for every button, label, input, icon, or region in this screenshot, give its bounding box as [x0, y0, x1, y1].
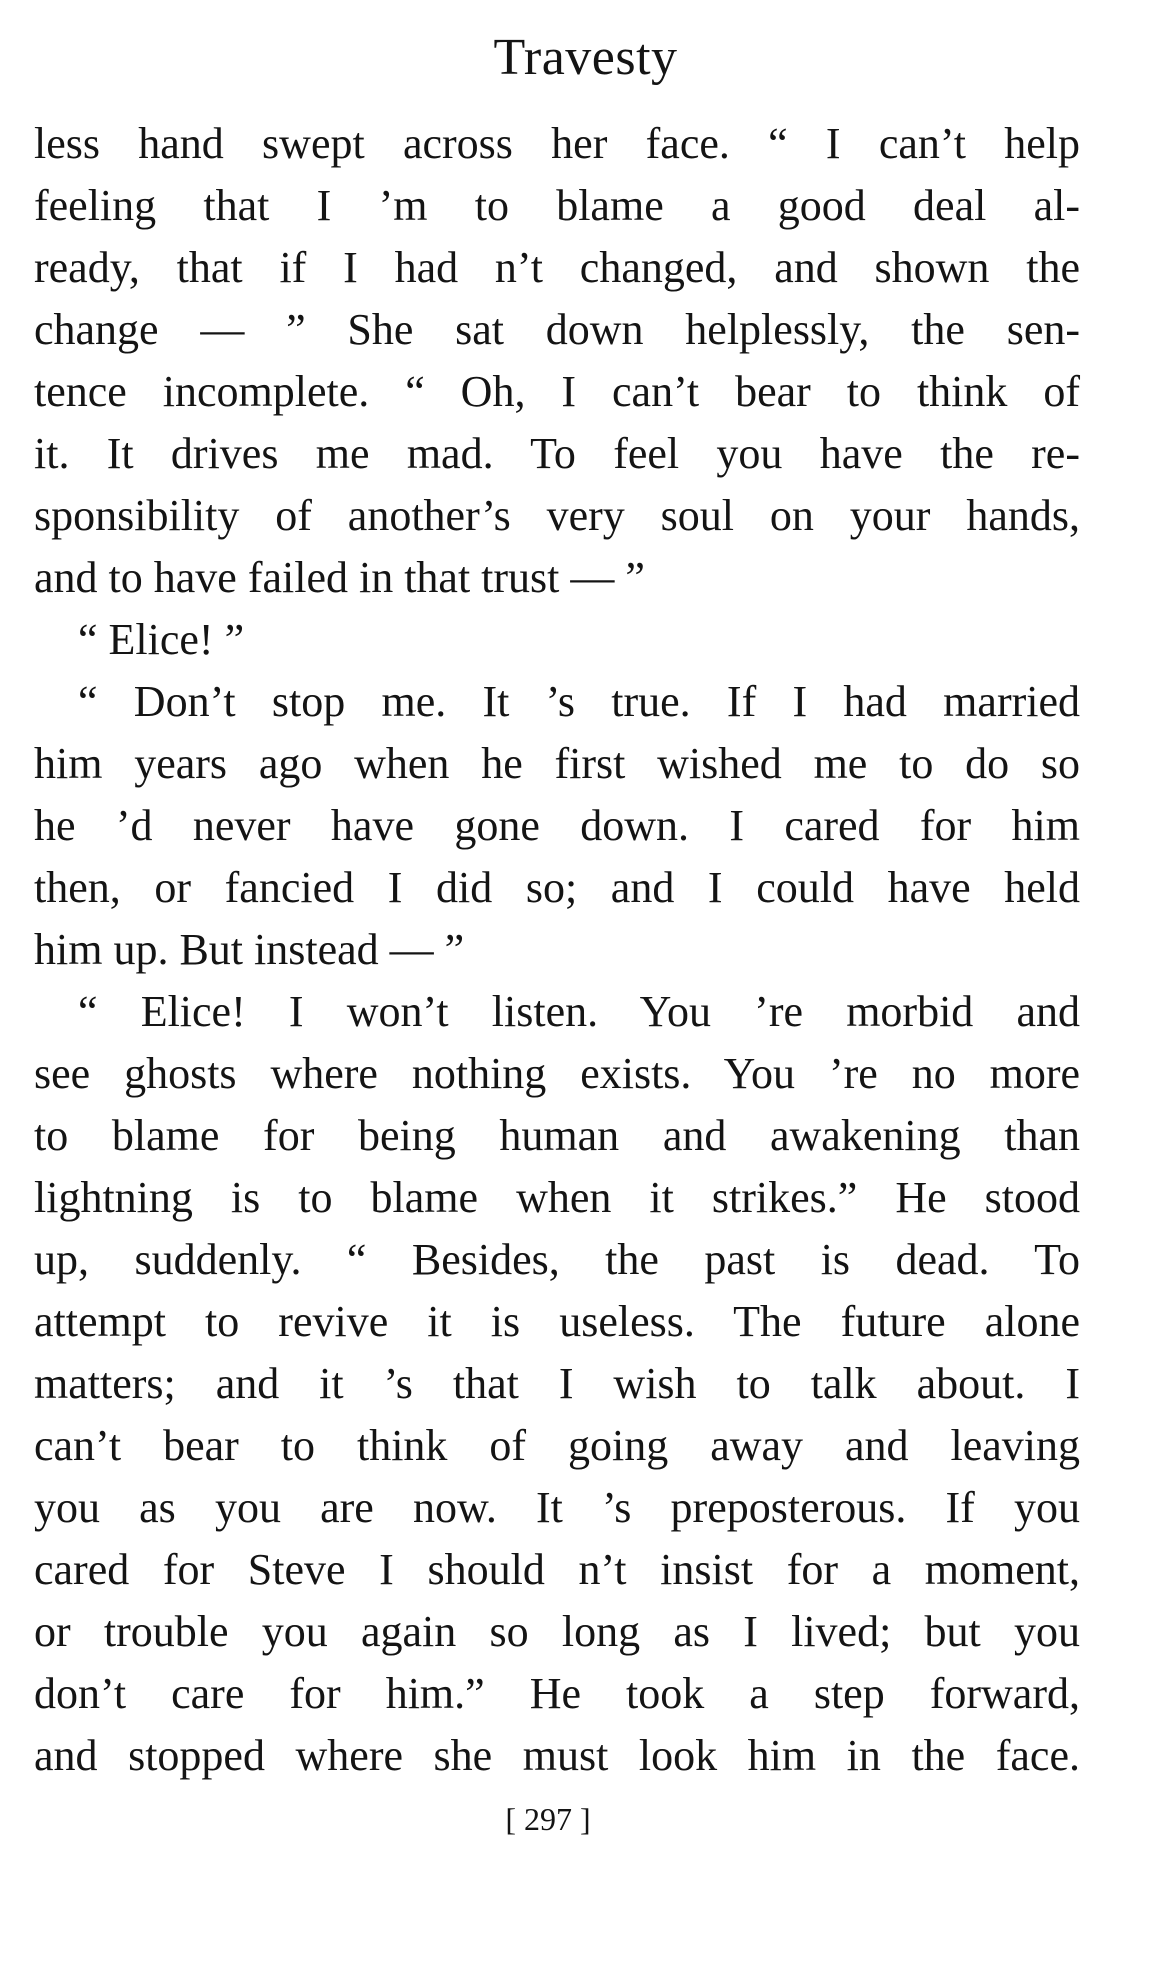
text-line: to blame for being human and awakening than [34, 1111, 1080, 1160]
text-line: then, or fancied I did so; and I could have held [34, 863, 1080, 912]
text-line: “ Elice! I won’t listen. You ’re morbid and [78, 987, 1080, 1036]
text-line: “ Don’t stop me. It ’s true. If I had married [78, 677, 1080, 726]
text-line: you as you are now. It ’s preposterous. If you [34, 1483, 1080, 1532]
text-line: can’t bear to think of going away and leaving [34, 1421, 1080, 1470]
text-line: don’t care for him.” He took a step forward, [34, 1669, 1080, 1718]
page-number: [ 297 ] [505, 1801, 591, 1837]
text-line: or trouble you again so long as I lived; but you [34, 1607, 1080, 1656]
text-line: and to have failed in that trust — ” [34, 553, 645, 602]
text-line: change — ” She sat down helplessly, the sen- [34, 305, 1080, 354]
text-line: him up. But instead — ” [34, 925, 465, 974]
running-head: Travesty [493, 29, 678, 86]
text-line: and stopped where she must look him in the face. [34, 1731, 1080, 1780]
text-line: tence incomplete. “ Oh, I can’t bear to think of [34, 367, 1080, 416]
text-line: up, suddenly. “ Besides, the past is dead. To [34, 1235, 1080, 1284]
text-line: attempt to revive it is useless. The future alone [34, 1297, 1080, 1346]
text-line: less hand swept across her face. “ I can’t help [34, 119, 1080, 168]
text-line: cared for Steve I should n’t insist for a moment, [34, 1545, 1080, 1594]
text-line: feeling that I ’m to blame a good deal al- [34, 181, 1080, 230]
text-line: him years ago when he first wished me to do so [34, 739, 1080, 788]
text-line: lightning is to blame when it strikes.” He stood [34, 1173, 1080, 1222]
text-line: he ’d never have gone down. I cared for him [34, 801, 1080, 850]
text-line: see ghosts where nothing exists. You ’re no more [34, 1049, 1080, 1098]
text-line: it. It drives me mad. To feel you have the re- [34, 429, 1080, 478]
body-text [34, 113, 1080, 1787]
text-line: ready, that if I had n’t changed, and shown the [34, 243, 1080, 292]
text-line: matters; and it ’s that I wish to talk about. I [34, 1359, 1080, 1408]
text-line: “ Elice! ” [78, 615, 245, 664]
text-line: sponsibility of another’s very soul on your hands, [34, 491, 1080, 540]
